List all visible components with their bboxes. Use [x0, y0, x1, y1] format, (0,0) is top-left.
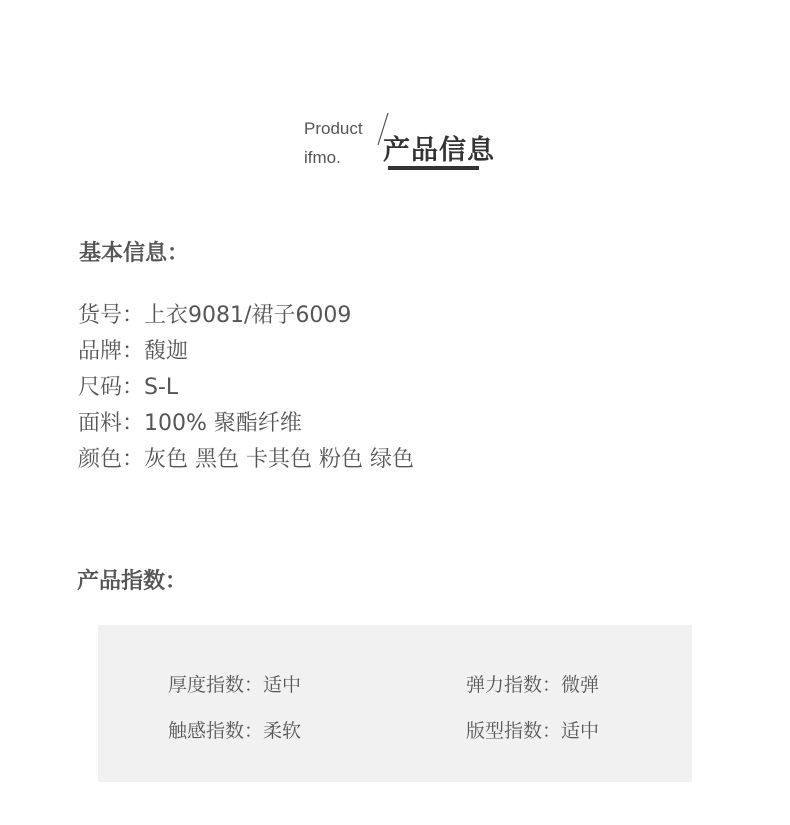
info-row-size	[78, 372, 414, 408]
index-item-elasticity	[466, 670, 599, 697]
header-english-line1: Product	[304, 119, 363, 138]
info-label: 面料：	[78, 411, 145, 436]
index-value: 微弹	[561, 674, 600, 696]
info-label: 尺码：	[78, 375, 145, 400]
index-label: 厚度指数：	[168, 674, 264, 696]
info-value: 馥迦	[144, 339, 189, 364]
info-value: S-L	[144, 375, 179, 400]
info-row-brand	[78, 336, 414, 372]
index-item-fit	[466, 716, 599, 743]
info-row-item-number	[78, 300, 414, 336]
info-value: 灰色 黑色 卡其色 粉色 绿色	[144, 447, 414, 472]
product-index-title: 产品指数：	[77, 569, 188, 594]
index-value: 适中	[263, 674, 302, 696]
info-label: 货号：	[78, 303, 145, 328]
index-value: 柔软	[263, 720, 302, 742]
basic-info-title: 基本信息：	[79, 241, 190, 266]
index-label: 弹力指数：	[466, 674, 562, 696]
info-label: 颜色：	[78, 447, 145, 472]
product-index-panel	[98, 625, 692, 782]
index-label: 触感指数：	[168, 720, 264, 742]
index-value: 适中	[561, 720, 600, 742]
index-label: 版型指数：	[466, 720, 562, 742]
index-item-thickness	[168, 670, 301, 697]
info-label: 品牌：	[78, 339, 145, 364]
info-value: 上衣9081/裙子6009	[144, 303, 352, 328]
info-value: 100% 聚酯纤维	[144, 411, 302, 436]
info-row-fabric	[78, 408, 414, 444]
section-header	[304, 112, 504, 176]
header-title: 产品信息	[383, 135, 495, 166]
index-item-touch	[168, 716, 301, 743]
info-row-colors	[78, 444, 414, 480]
header-underline	[388, 166, 479, 170]
header-english-line2: ifmo.	[304, 148, 341, 167]
basic-info-list	[78, 300, 414, 480]
